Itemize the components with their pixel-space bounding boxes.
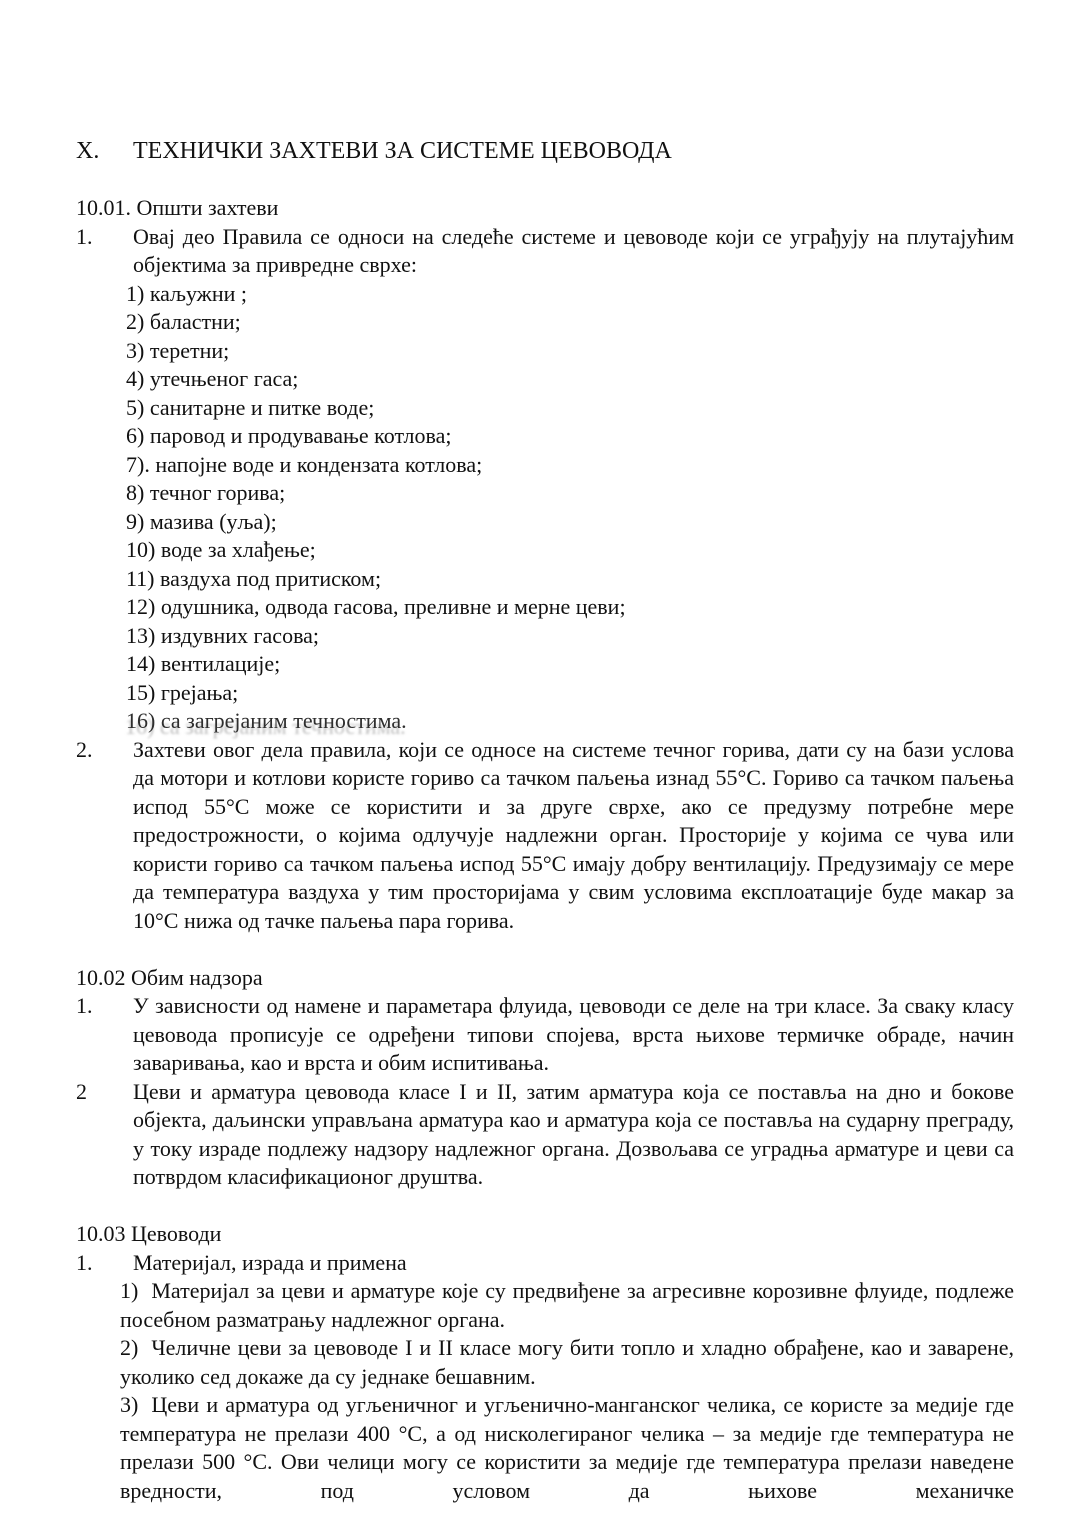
numbered-item-10-03-1 [76, 1249, 1014, 1278]
item-text: Овај део Правила се односи на следеће системе и цевоводе који се уграђују на плутајућим објектима за привредне сврхе: [133, 223, 1014, 277]
list-item: 2) баластни; [126, 309, 241, 334]
list-item: 8) течног горива; [126, 480, 286, 505]
numbered-item-10-01-2 [76, 736, 1014, 936]
item-number: 1. [76, 223, 93, 249]
list-item: 10) воде за хлађење; [126, 537, 316, 562]
list-item: 11) ваздуха под притиском; [126, 565, 382, 591]
item-number: 2 [76, 1078, 87, 1104]
numbered-item-10-02-1 [76, 992, 1014, 1078]
list-item: 13) издувних гасова; [126, 622, 320, 648]
list-item: 5) санитарне и питке воде; [126, 394, 375, 420]
sub-item-text: Цеви и арматура од угљеничног и угљенично-манганског челика, се користе за медије где температура не прелази 400 °С, а од нисколегираног челика – за медије где температура не прелази 500 °С. Ови челици могу се користити за медије где температура прелази наведене вредности, под условом да њихове механичке [120, 1392, 1014, 1503]
item-text: Материјал, израда и примена [133, 1249, 407, 1275]
list-item: 15) грејања; [126, 679, 239, 705]
numbered-item-10-01-1 [76, 223, 1014, 280]
section-heading-10-01: 10.01. Општи захтеви [76, 195, 279, 220]
numbered-item-10-02-2 [76, 1078, 1014, 1192]
item-number: 2. [76, 736, 93, 762]
section-heading-10-03: 10.03 Цевоводи [76, 1221, 222, 1246]
item-text: У зависности од намене и параметара флуида, цевоводи се деле на три класе. За сваку класу цевовода прописује се одређени типови спојева, врста њихове термичке обраде, начин заваривања, као и врста и обим испитивања. [133, 993, 1014, 1075]
sub-item-marker: 1) [120, 1278, 139, 1303]
sub-item-10-03-1-1 [120, 1277, 1014, 1334]
list-item: 9) мазива (уља); [126, 508, 277, 534]
list-item: 3) теретни; [126, 337, 230, 363]
list-item: 14) вентилације; [126, 651, 281, 676]
chapter-title [76, 136, 1014, 166]
item-text: Захтеви овог дела правила, који се односе на системе течног горива, дати су на бази услова да мотори и котлови користе гориво са тачком паљења изнад 55°С. Гориво са тачком паљења испод 55°С може се користити и за друге сврхе, ако се предузму потребне мере предострожности, о којима одлучује надлежни орган. Просторије у којима се чува или користи гориво са тачком паљења испод 55°С имају добру вентилацију. Предузимају се мере да температура ваздуха у тим просторијама у свим условима експлоатације буде макар за 10°С нижа од тачке паљења пара горива. [133, 736, 1014, 933]
chapter-title-text: ТЕХНИЧКИ ЗАХТЕВИ ЗА СИСТЕМЕ ЦЕВОВОДА [133, 138, 672, 164]
sub-item-10-03-1-3 [120, 1391, 1014, 1505]
section-heading-10-02: 10.02 Обим надзора [76, 964, 263, 990]
sub-item-text: Материјал за цеви и арматуре које су предвиђене за агресивне корозивне флуиде, подлеже посебном разматрању надлежног органа. [120, 1278, 1014, 1332]
sub-item-marker: 3) [120, 1392, 139, 1417]
sub-item-text: Челичне цеви за цевоводе I и II класе могу бити топло и хладно обрађене, као и заварене, уколико сед докаже да су једнаке бешавним. [120, 1335, 1014, 1389]
list-item: 12) одушника, одвода гасова, преливне и мерне цеви; [126, 594, 626, 619]
sub-item-10-03-1-2 [120, 1334, 1014, 1391]
list-item: 1) каљужни ; [126, 280, 248, 306]
list-item: 6) паровод и продувавање котлова; [126, 423, 452, 448]
item-number: 1. [76, 993, 93, 1018]
list-item: 16) са загрејаним течностима. [126, 708, 407, 733]
list-item: 7). напојне воде и кондензата котлова; [126, 451, 483, 477]
item-number: 1. [76, 1249, 93, 1275]
systems-list [126, 280, 1014, 736]
list-item: 4) утечњеног гаса; [126, 366, 299, 391]
item-text: Цеви и арматура цевовода класе I и II, затим арматура која се поставља на дно и бокове објекта, даљински управљана арматура као и арматура која се поставља на сударну преграду, у току израде подлежу надзору надлежног органа. Дозвољава се уградња арматуре и цеви са потврдом класификационог друштва. [133, 1078, 1014, 1189]
chapter-number: X. [76, 138, 100, 164]
sub-item-marker: 2) [120, 1335, 139, 1360]
